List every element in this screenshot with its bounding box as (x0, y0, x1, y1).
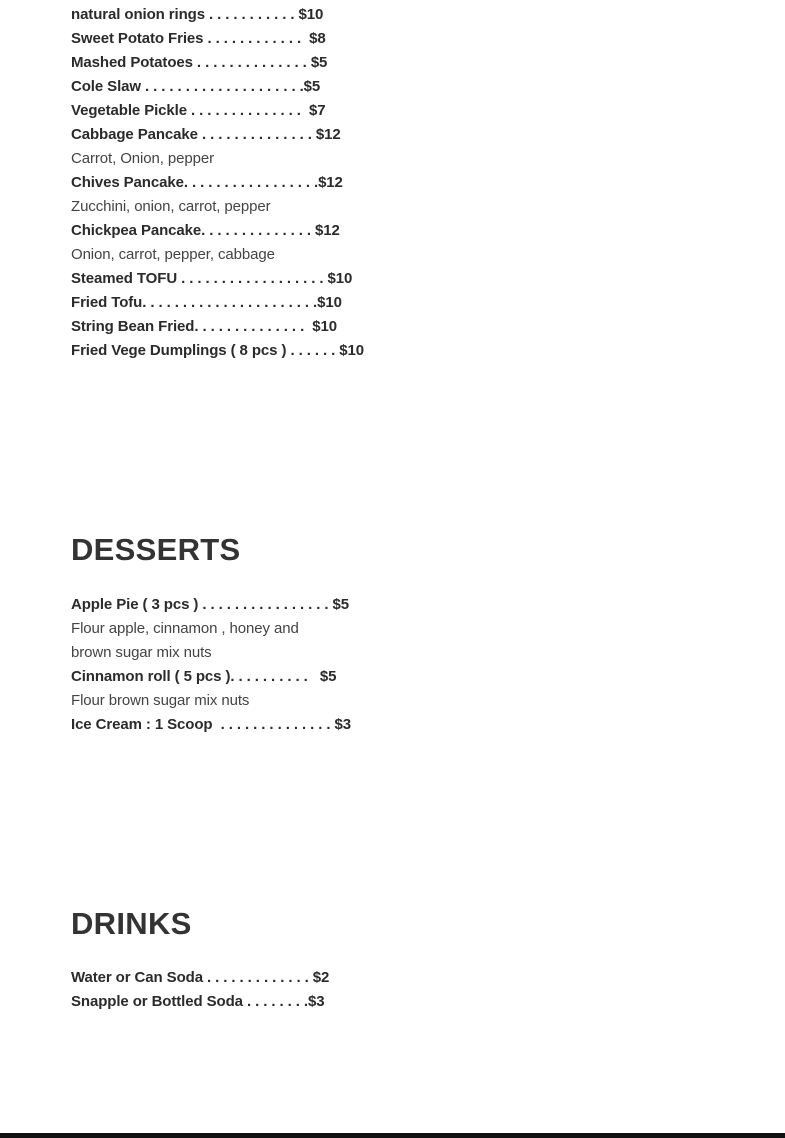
menu-item-cole-slaw: Cole Slaw . . . . . . . . . . . . . . . . . . . .$5 (71, 78, 321, 95)
menu-item-steamed-tofu: Steamed TOFU . . . . . . . . . . . . . . . . . . $10 (71, 270, 353, 287)
sides-list (71, 3, 364, 363)
menu-item-description: Flour apple, cinnamon , honey and (71, 620, 299, 637)
menu-item-description: Onion, carrot, pepper, cabbage (71, 246, 275, 263)
footer-bar (0, 1133, 785, 1138)
menu-item-fried-vege-dumplings: Fried Vege Dumplings ( 8 pcs ) . . . . . . $10 (71, 342, 364, 359)
menu-item-onion-rings: natural onion rings . . . . . . . . . . . $10 (71, 6, 324, 23)
menu-item-description: brown sugar mix nuts (71, 644, 212, 661)
section-title-drinks: DRINKS (71, 906, 192, 941)
menu-item-description: Carrot, Onion, pepper (71, 150, 214, 167)
menu-item-description: Flour brown sugar mix nuts (71, 692, 250, 709)
drinks-list (71, 966, 329, 1014)
menu-item-vegetable-pickle: Vegetable Pickle . . . . . . . . . . . . . . $7 (71, 102, 326, 119)
menu-item-cinnamon-roll: Cinnamon roll ( 5 pcs ). . . . . . . . . . $5 (71, 668, 337, 685)
menu-item-cabbage-pancake: Cabbage Pancake . . . . . . . . . . . . . . $12 (71, 126, 341, 143)
desserts-list (71, 593, 351, 737)
menu-item-fried-tofu: Fried Tofu. . . . . . . . . . . . . . . . . . . . . .$10 (71, 294, 342, 311)
menu-item-mashed-potatoes: Mashed Potatoes . . . . . . . . . . . . . . $5 (71, 54, 328, 71)
menu-item-snapple-bottled-soda: Snapple or Bottled Soda . . . . . . . .$3 (71, 993, 325, 1010)
menu-item-ice-cream: Ice Cream : 1 Scoop . . . . . . . . . . . . . . $3 (71, 716, 351, 733)
menu-item-water-can-soda: Water or Can Soda . . . . . . . . . . . . . $2 (71, 969, 330, 986)
menu-item-apple-pie: Apple Pie ( 3 pcs ) . . . . . . . . . . . . . . . . $5 (71, 596, 350, 613)
menu-item-string-bean-fried: String Bean Fried. . . . . . . . . . . . . . $10 (71, 318, 338, 335)
menu-item-chives-pancake: Chives Pancake. . . . . . . . . . . . . . . . .$12 (71, 174, 343, 191)
menu-item-description: Zucchini, onion, carrot, pepper (71, 198, 271, 215)
section-title-desserts: DESSERTS (71, 532, 241, 567)
menu-item-chickpea-pancake: Chickpea Pancake. . . . . . . . . . . . . . $12 (71, 222, 340, 239)
menu-item-sweet-potato-fries: Sweet Potato Fries . . . . . . . . . . . . $8 (71, 30, 326, 47)
